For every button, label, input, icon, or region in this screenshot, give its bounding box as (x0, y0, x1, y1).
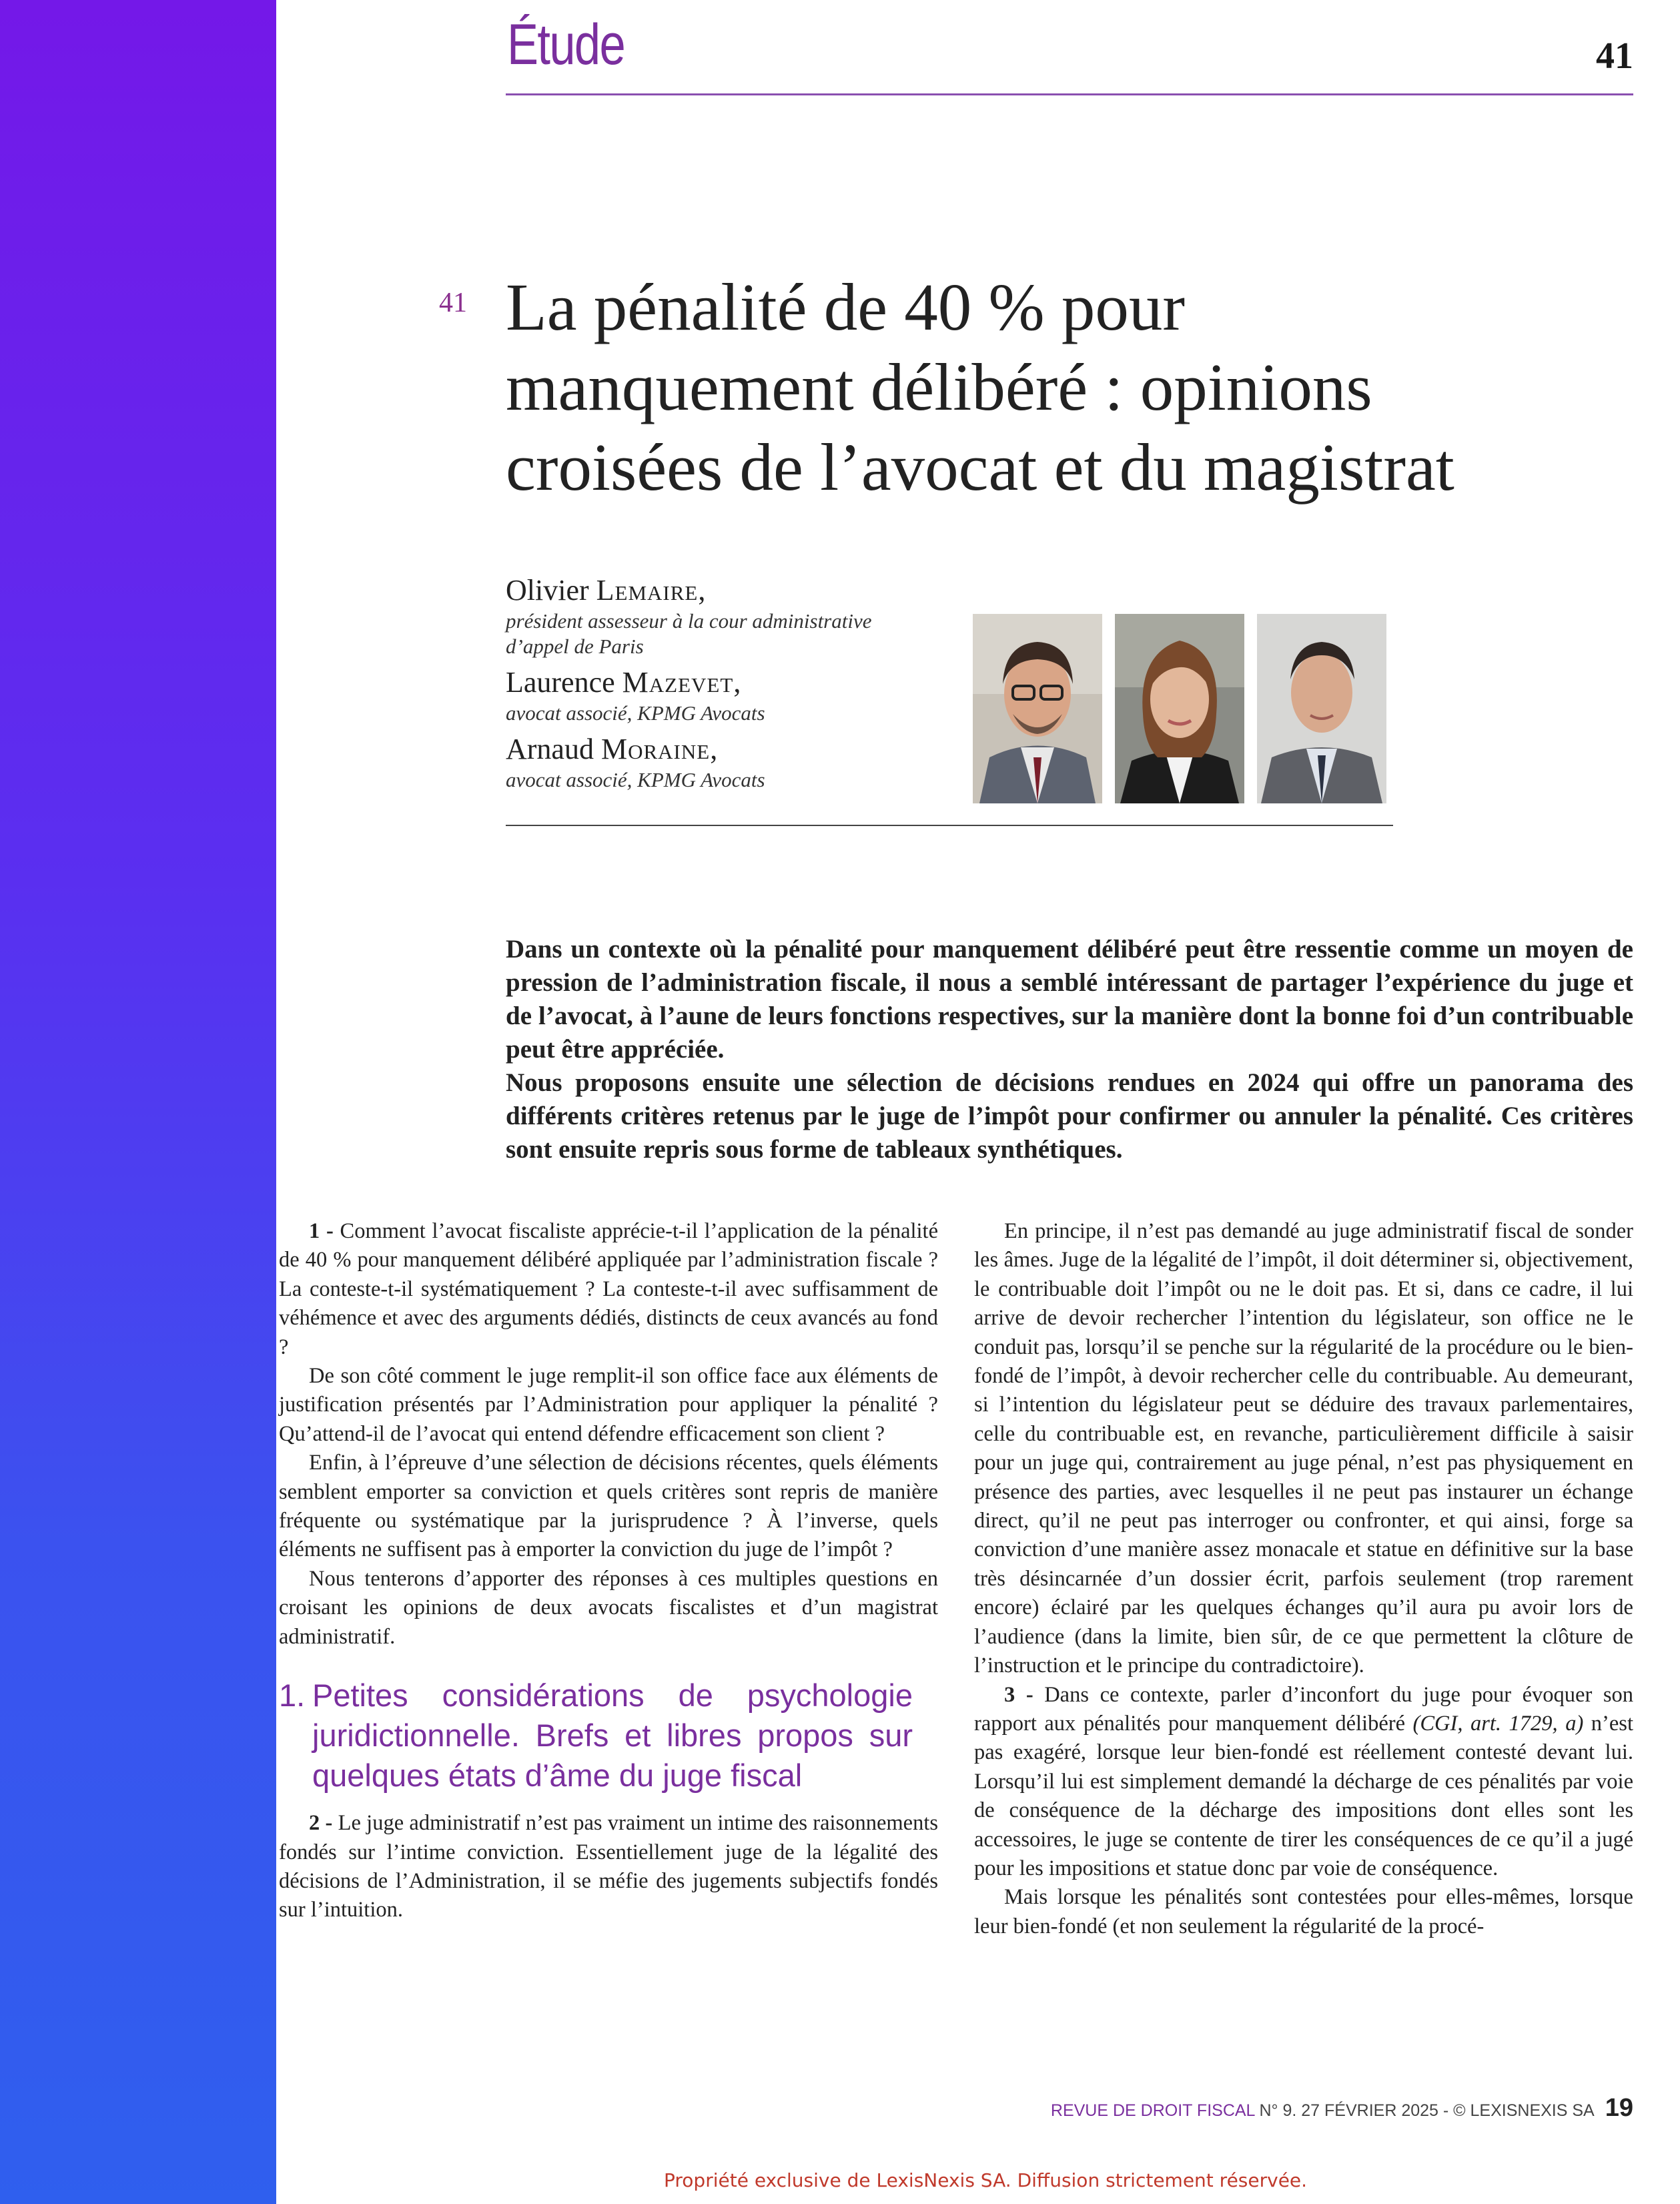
right-column (974, 1217, 1633, 1941)
author-role: président assesseur à la cour administrative d’appel de Paris (506, 609, 872, 658)
body-paragraph: En principe, il n’est pas demandé au juge administratif fiscal de sonder les âmes. Juge de la légalité de l’impôt, il doit déterminer si, objectivement, le contribuable doit l’impôt ou ne le doit pas. Et si, dans ce cadre, il lui arrive de devoir rechercher l’intention du législateur, son office ne le conduit pas, lorsqu’il se penche sur la régularité de la procédure ou le bien-fondé de l’impôt, à devoir rechercher celle du contribuable. Au demeurant, si l’intention du législateur peut se déduire des travaux parlementaires, celle du contribuable est, en revanche, particulièrement difficile à saisir pour un juge qui, contrairement au juge pénal, n’est pas physiquement en présence des parties, avec lesquelles il ne peut pas instaurer un échange direct, qu’il ne peut pas interroger ou confronter, et qui ainsi, forge sa conviction d’une manière assez monacale et statue en définitive sur la base très désincarnée d’un dossier écrit, parfois seulement (trop rarement encore) éclairé par les quelques échanges qu’il aura pu avoir lors de l’audience (dans la limite, bien sûr, de ce que permettent la clôture de l’instruction et le principe du contradictoire). (974, 1219, 1633, 1678)
journal-name: REVUE DE DROIT FISCAL (1050, 2101, 1255, 2120)
author-role: avocat associé, KPMG Avocats (506, 768, 765, 791)
left-column (279, 1217, 938, 1925)
author-name: Laurence Mazevet, (506, 666, 741, 699)
issue-info: N° 9. 27 FÉVRIER 2025 - © LEXISNEXIS SA (1254, 2101, 1595, 2120)
body-paragraph: 2 - Le juge administratif n’est pas vraiment un intime des raisonnements fondés sur l’intime conviction. Essentiellement juge de la légalité des décisions de l’Administration, il se méfie des jugements subjectifs fondés sur l’intuition. (279, 1811, 938, 1922)
footer-page-number: 19 (1605, 2094, 1633, 2122)
article-number: 41 (439, 288, 467, 318)
section-label: Étude (507, 13, 625, 77)
article-abstract (506, 933, 1633, 1166)
author-role: avocat associé, KPMG Avocats (506, 701, 765, 725)
abstract-paragraph: Dans un contexte où la pénalité pour manquement délibéré peut être ressentie comme un moyen de pression de l’administration fiscale, il nous a semblé intéressant de partager l’expérience du juge et de l’avocat, à l’aune de leurs fonctions respectives, sur la manière dont la bonne foi d’un contribuable peut être appréciée. (506, 935, 1633, 1064)
body-paragraph: Enfin, à l’épreuve d’une sélection de décisions récentes, quels éléments semblent emporter sa conviction et quels critères sont repris de manière fréquente ou systématique par la jurisprudence ? À l’inverse, quels éléments ne suffisent pas à emporter la conviction du juge de l’impôt ? (279, 1451, 938, 1562)
author-photo (1257, 614, 1386, 803)
author-photo (973, 614, 1102, 803)
section-heading: 1. Petites considérations de psychologie juridictionnelle. Brefs et libres propos sur quelques états d’âme du juge fiscal (279, 1678, 913, 1794)
article-title (506, 267, 1653, 507)
author-list (506, 573, 933, 798)
legal-reference: (CGI, art. 1729, a) (1412, 1711, 1584, 1736)
page-footer (1051, 2094, 1633, 2123)
abstract-paragraph: Nous proposons ensuite une sélection de décisions rendues en 2024 qui offre un panorama des différents critères retenus par le juge de l’impôt pour confirmer ou annuler la pénalité. Ces critères sont ensuite repris sous forme de tableaux synthétiques. (506, 1068, 1633, 1164)
author-photo (1115, 614, 1244, 803)
copyright-notice: Propriété exclusive de LexisNexis SA. Diffusion strictement réservée. (664, 2169, 1308, 2191)
body-paragraph: 1 - Comment l’avocat fiscaliste apprécie-t-il l’application de la pénalité de 40 % pour manquement délibéré appliquée par l’administration fiscale ? La conteste-t-il systématiquement ? La conteste-t-il avec suffisamment de véhémence et avec des arguments dédiés, distincts de ceux avancés au fond ? (279, 1219, 939, 1359)
body-paragraph: Nous tenterons d’apporter des réponses à ces multiples questions en croisant les opinions de deux avocats fiscalistes et d’un magistrat administratif. (279, 1566, 938, 1649)
authors-rule (506, 825, 1393, 826)
header-page-number: 41 (1596, 35, 1633, 77)
decorative-sidebar (0, 0, 276, 2204)
author-name: Olivier Lemaire, (506, 574, 706, 607)
body-paragraph: De son côté comment le juge remplit-il son office face aux éléments de justification présentés par l’Administration pour appliquer la pénalité ? Qu’attend-il de l’avocat qui entend défendre efficacement son client ? (279, 1364, 938, 1446)
header-rule (506, 93, 1633, 95)
body-paragraph: Mais lorsque les pénalités sont contestées pour elles-mêmes, lorsque leur bien-fondé (et non seulement la régularité de la procé- (974, 1885, 1633, 1938)
title-line: La pénalité de 40 % pour (506, 270, 1186, 344)
title-line: manquement délibéré : opinions (506, 350, 1372, 424)
title-line: croisées de l’avocat et du magistrat (506, 430, 1454, 504)
author-name: Arnaud Moraine, (506, 733, 718, 765)
body-paragraph: 3 - Dans ce contexte, parler d’inconfort du juge pour évoquer son rapport aux pénalités pour manquement délibéré (CGI, art. 1729, a) n’est pas exagéré, lorsque leur bien-fondé est réellement contesté devant lui. Lorsqu’il lui est simplement demandé la décharge de ces pénalités par voie de conséquence de la décharge des impositions dont elles sont les accessoires, le juge se contente de tirer les conséquences de ce qu’il a jugé pour les impositions et statue donc par voie de conséquence. (974, 1682, 1633, 1880)
